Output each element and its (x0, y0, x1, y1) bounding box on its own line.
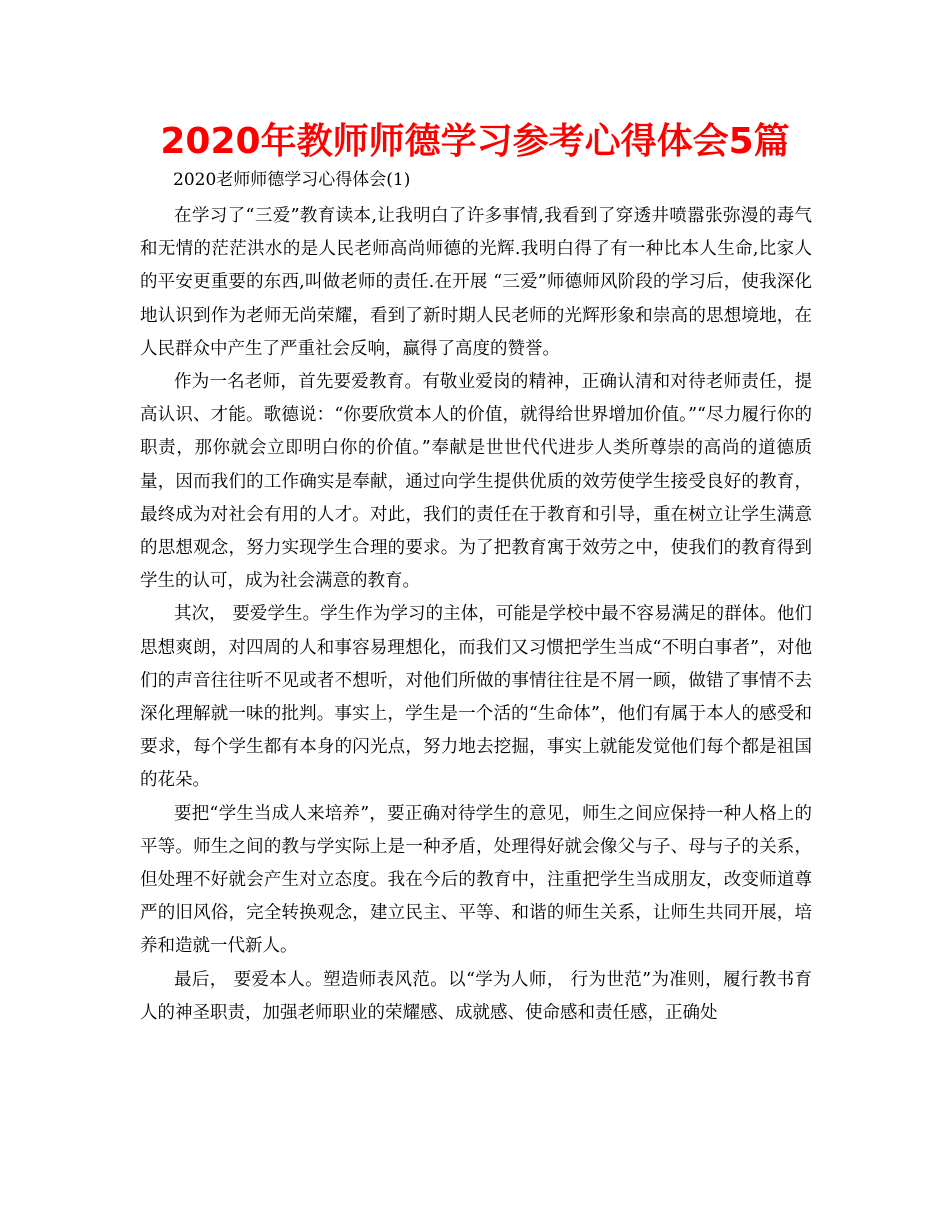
paragraph: 在学习了“三爱”教育读本,让我明白了许多事情,我看到了穿透井喷嚣张弥漫的毒气和无情的茫茫洪水的是人民老师高尚师德的光辉.我明白得了有一种比本人生命,比家人的平安更重要的东西,叫做老师的责任.在开展 “三爱”师德师风阶段的学习后，使我深化地认识到作为老师无尚荣耀，看到了新时期人民老师的光辉形象和崇高的思想境地，在人民群众中产生了严重社会反响，赢得了高度的赞誉。 (140, 206, 812, 359)
paragraph: 其次， 要爱学生。学生作为学习的主体，可能是学校中最不容易满足的群体。他们思想爽朗，对四周的人和事容易理想化，而我们又习惯把学生当成“不明白事者”，对他们的声音往往听不见或者不想听，对他们所做的事情往往是不屑一顾，做错了事情不去深化理解就一味的批判。事实上，学生是一个活的“生命体”，他们有属于本人的感受和要求，每个学生都有本身的闪光点，努力地去挖掘，事实上就能发觉他们每个都是祖国的花朵。 (140, 604, 812, 791)
paragraph: 作为一名老师，首先要爱教育。有敬业爱岗的精神，正确认清和对待老师责任，提高认识、才能。歌德说：“你要欣赏本人的价值，就得给世界增加价值。”“尽力履行你的职责，那你就会立即明白你的价值。”奉献是世世代代进步人类所尊崇的高尚的道德质量，因而我们的工作确实是奉献，通过向学生提供优质的效劳使学生接受良好的教育，最终成为对社会有用的人才。对此，我们的责任在于教育和引导，重在树立让学生满意的思想观念，努力实现学生合理的要求。为了把教育寓于效劳之中，使我们的教育得到学生的认可，成为社会满意的教育。 (140, 372, 812, 592)
document-subtitle: 2020老师师德学习心得体会(1) (173, 170, 411, 190)
paragraph: 要把“学生当成人来培养”，要正确对待学生的意见，师生之间应保持一种人格上的平等。师生之间的教与学实际上是一种矛盾，处理得好就会像父与子、母与子的关系，但处理不好就会产生对立态度。我在今后的教育中，注重把学生当成朋友，改变师道尊严的旧风俗，完全转换观念，建立民主、平等、和谐的师生关系，让师生共同开展，培养和造就一代新人。 (140, 803, 812, 957)
document-body (140, 200, 812, 1030)
document-title: 2020年教师师德学习参考心得体会5篇 (160, 121, 790, 162)
paragraph: 最后， 要爱本人。塑造师表风范。以“学为人师， 行为世范”为准则，履行教书育人的神圣职责，加强老师职业的荣耀感、成就感、使命感和责任感，正确处 (140, 969, 812, 1023)
